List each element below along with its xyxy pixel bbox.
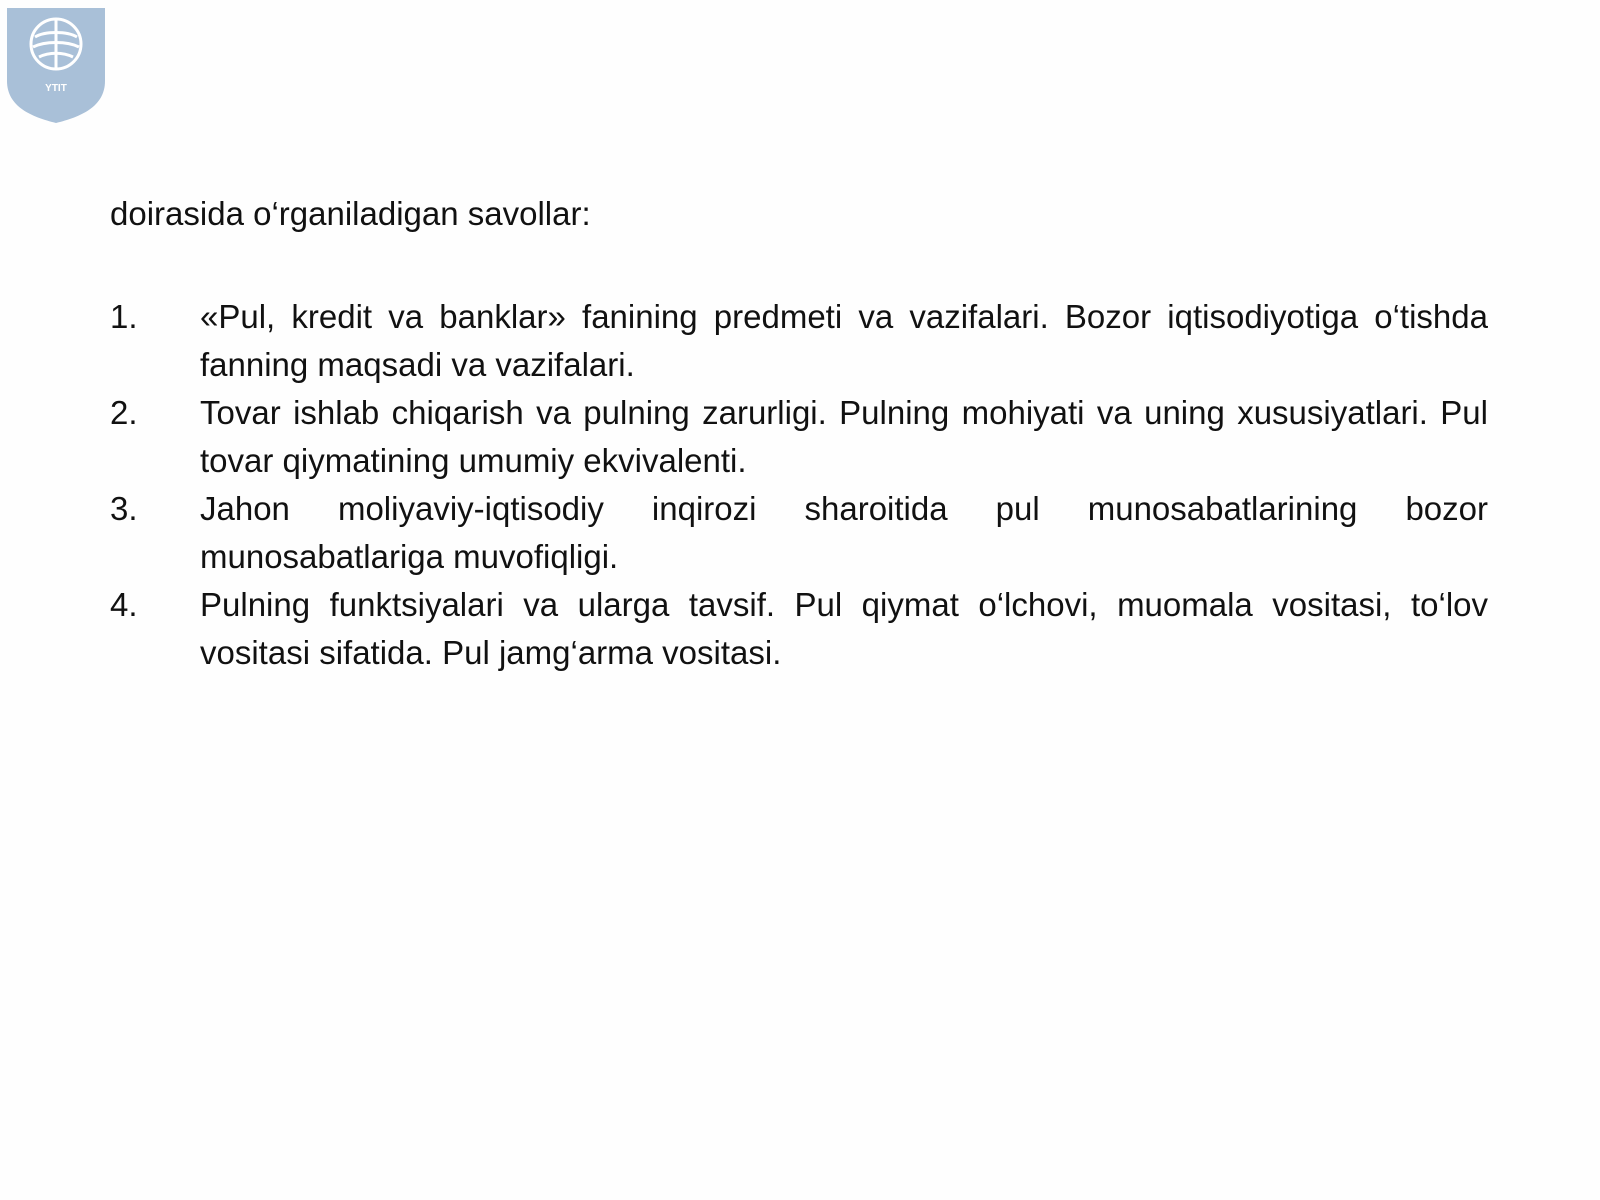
question-number: 2.: [110, 394, 138, 431]
question-text: Tovar ishlab chiqarish va pulning zarurligi. Pulning mohiyati va uning xususiyatlari. Pul tovar qiymatining umumiy ekvivalenti.: [200, 394, 1488, 479]
question-text: «Pul, kredit va banklar» fanining predmeti va vazifalari. Bozor iqtisodiyotiga o‘tishda fanning maqsadi va vazifalari.: [200, 298, 1488, 383]
question-text: Jahon moliyaviy-iqtisodiy inqirozi sharoitida pul munosabatlarining bozor munosabatlariga muvofiqligi.: [200, 490, 1488, 575]
question-text: Pulning funktsiyalari va ularga tavsif. Pul qiymat o‘lchovi, muomala vositasi, to‘lov vositasi sifatida. Pul jamg‘arma vositasi.: [200, 586, 1488, 671]
question-number: 1.: [110, 298, 138, 335]
question-item: [110, 581, 1488, 677]
shield-emblem-icon: [5, 7, 107, 123]
institution-logo: [5, 7, 107, 123]
question-number: 4.: [110, 586, 138, 623]
question-list: [110, 293, 1488, 677]
question-item: [110, 389, 1488, 485]
logo-text: YTIT: [45, 83, 67, 94]
intro-text: doirasida o‘rganiladigan savollar:: [110, 195, 591, 232]
question-item: [110, 293, 1488, 389]
question-number: 3.: [110, 490, 138, 527]
question-item: [110, 485, 1488, 581]
